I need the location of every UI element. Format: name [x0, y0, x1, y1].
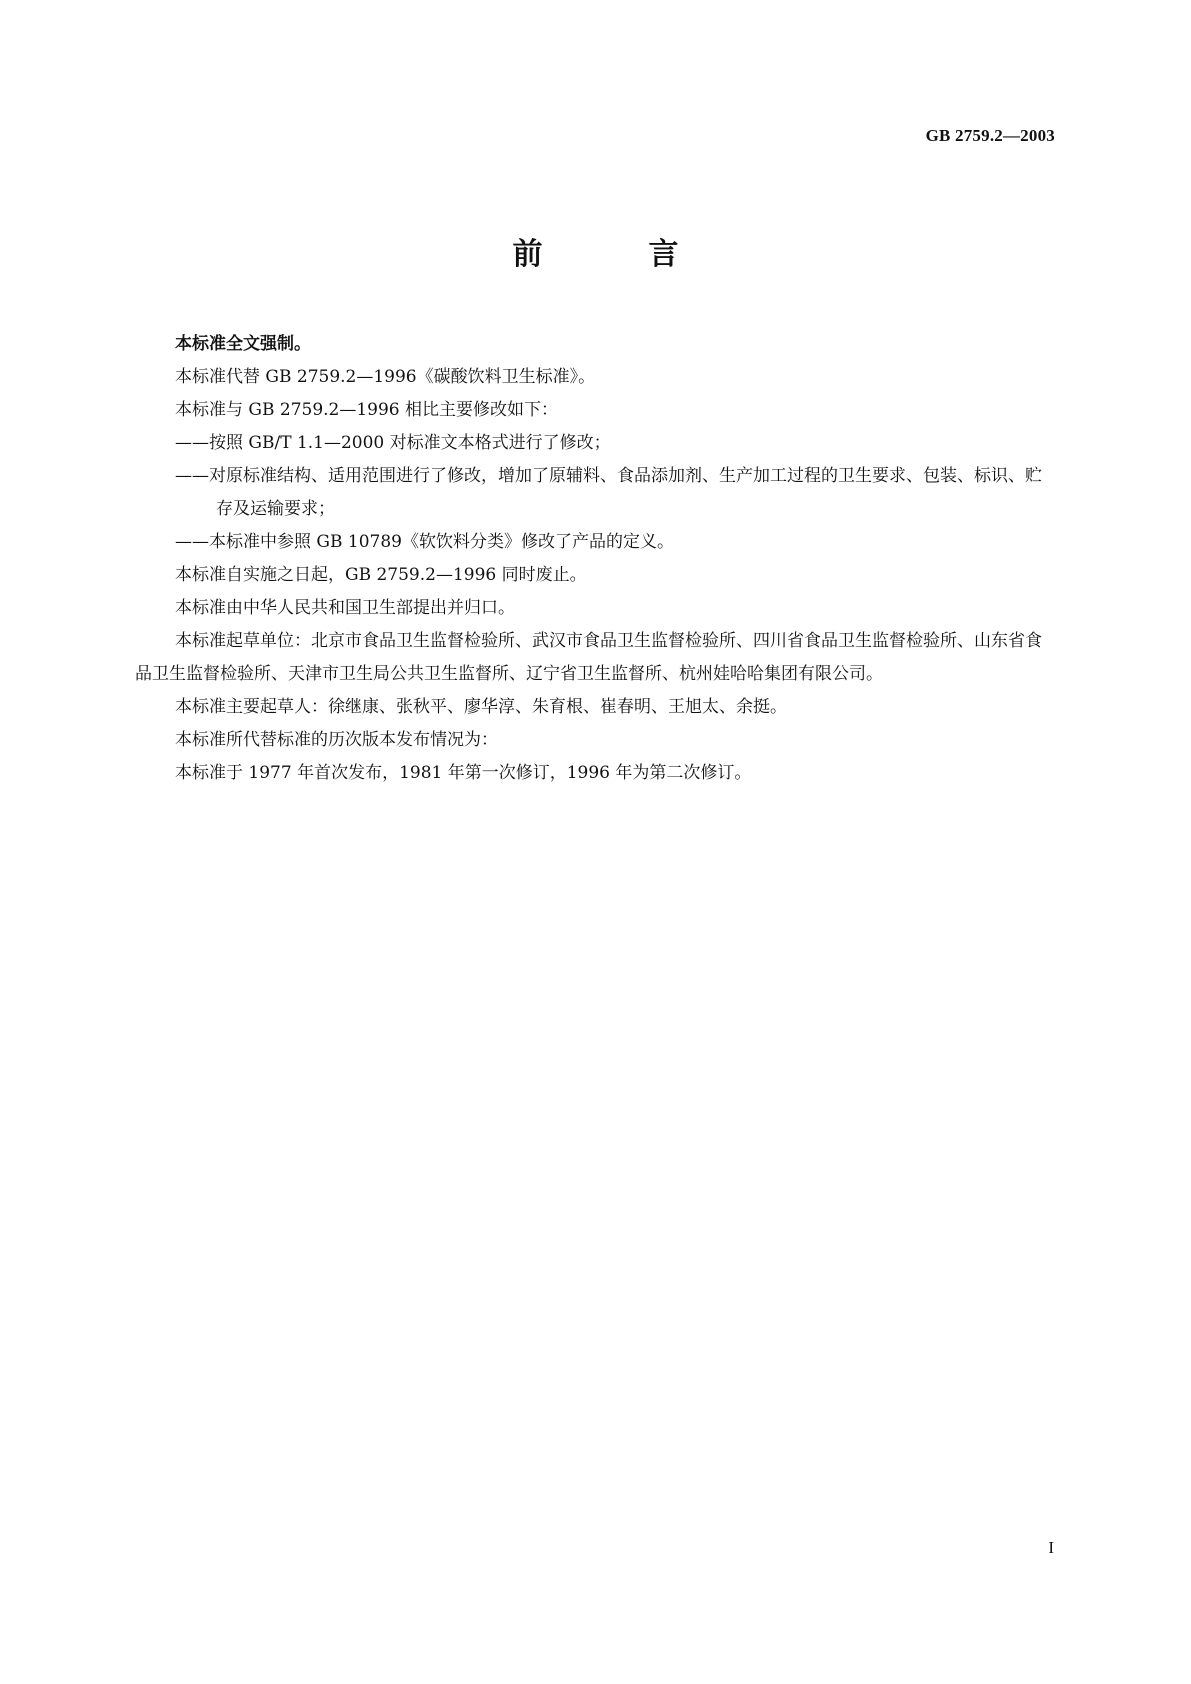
- foreword-body: [135, 328, 1057, 790]
- page-title: 前 言: [512, 237, 717, 272]
- change-item-structure: ——对原标准结构、适用范围进行了修改，增加了原辅料、食品添加剂、生产加工过程的卫生要求、包装、标识、贮存及运输要求；: [175, 466, 1042, 519]
- change-item-format: ——按照 GB/T 1.1—2000 对标准文本格式进行了修改；: [175, 433, 611, 453]
- main-drafters: 本标准主要起草人：徐继康、张秋平、廖华淳、朱育根、崔春明、王旭太、余挺。: [175, 697, 787, 717]
- history-statement: 本标准于 1977 年首次发布，1981 年第一次修订，1996 年为第二次修订。: [175, 763, 752, 783]
- proposer-statement: 本标准由中华人民共和国卫生部提出并归口。: [175, 598, 515, 618]
- history-intro: 本标准所代替标准的历次版本发布情况为：: [175, 730, 498, 750]
- mandatory-statement: 本标准全文强制。: [175, 334, 311, 354]
- page-number: I: [1048, 1538, 1054, 1557]
- abolish-statement: 本标准自实施之日起，GB 2759.2—1996 同时废止。: [175, 565, 587, 585]
- changes-intro: 本标准与 GB 2759.2—1996 相比主要修改如下：: [175, 400, 559, 420]
- standard-number: GB 2759.2—2003: [925, 126, 1055, 145]
- drafting-units: 本标准起草单位：北京市食品卫生监督检验所、武汉市食品卫生监督检验所、四川省食品卫生监督检验所、山东省食品卫生监督检验所、天津市卫生局公共卫生监督所、辽宁省卫生监督所、杭州娃哈哈集团有限公司。: [135, 631, 1042, 684]
- change-item-definition: ——本标准中参照 GB 10789《软饮料分类》修改了产品的定义。: [175, 532, 674, 552]
- replaces-statement: 本标准代替 GB 2759.2—1996《碳酸饮料卫生标准》。: [175, 367, 596, 387]
